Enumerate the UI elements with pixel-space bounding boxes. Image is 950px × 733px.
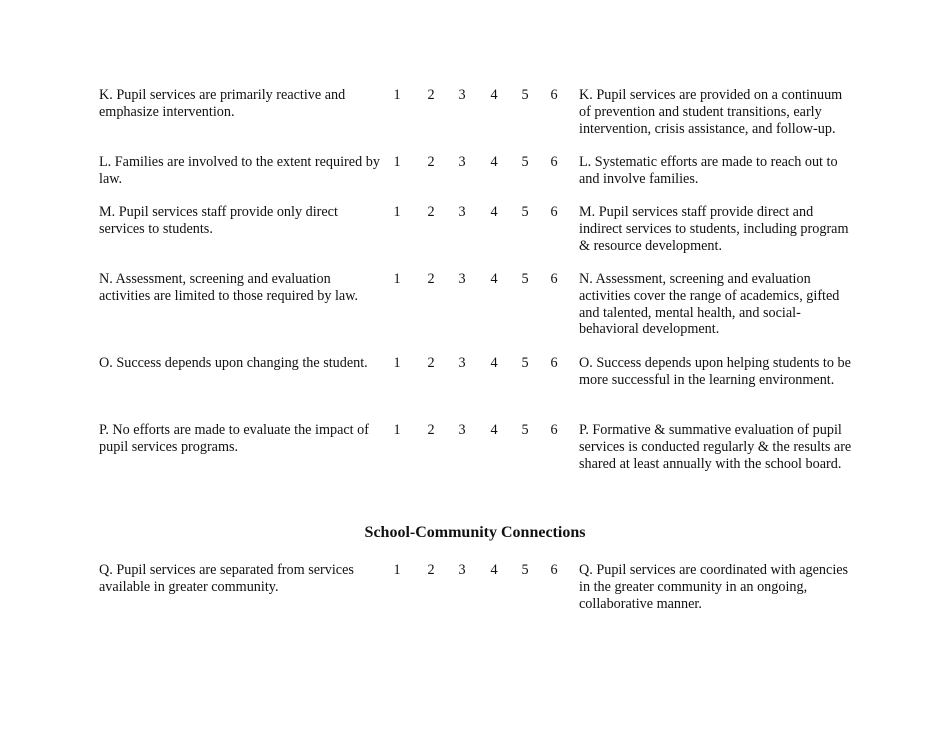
rating-scale <box>389 355 569 373</box>
scale-option-1: 1 <box>393 562 401 578</box>
rating-scale <box>389 271 569 289</box>
rating-scale <box>389 87 569 105</box>
scale-option-4: 4 <box>490 271 498 287</box>
left-statement: Q. Pupil services are separated from services available in greater community. <box>99 562 354 595</box>
rating-scale <box>389 204 569 222</box>
rating-row-n <box>99 271 859 351</box>
scale-option-4: 4 <box>490 422 498 438</box>
scale-option-6: 6 <box>550 154 558 170</box>
scale-option-1: 1 <box>393 87 401 103</box>
scale-option-2: 2 <box>427 271 435 287</box>
rating-scale <box>389 562 569 580</box>
scale-option-6: 6 <box>550 271 558 287</box>
right-statement: L. Systematic efforts are made to reach out to and involve families. <box>579 154 838 187</box>
scale-option-6: 6 <box>550 355 558 371</box>
scale-option-3: 3 <box>458 154 466 170</box>
left-statement: N. Assessment, screening and evaluation activities are limited to those required by law. <box>99 271 359 304</box>
scale-option-2: 2 <box>427 204 435 220</box>
scale-option-2: 2 <box>427 422 435 438</box>
left-statement: L. Families are involved to the extent required by law. <box>99 154 380 187</box>
scale-option-5: 5 <box>521 87 529 103</box>
scale-option-4: 4 <box>490 355 498 371</box>
scale-option-3: 3 <box>458 87 466 103</box>
rating-scale <box>389 154 569 172</box>
right-statement: M. Pupil services staff provide direct and indirect services to students, including program & resource development. <box>579 204 849 254</box>
scale-option-3: 3 <box>458 204 466 220</box>
left-statement: O. Success depends upon changing the student. <box>99 355 368 371</box>
scale-option-5: 5 <box>521 204 529 220</box>
scale-option-2: 2 <box>427 154 435 170</box>
scale-option-2: 2 <box>427 562 435 578</box>
scale-option-1: 1 <box>393 271 401 287</box>
scale-option-3: 3 <box>458 422 466 438</box>
rating-scale <box>389 422 569 440</box>
right-statement: P. Formative & summative evaluation of pupil services is conducted regularly & the results are shared at least annually with the school board. <box>579 422 852 472</box>
scale-option-3: 3 <box>458 355 466 371</box>
scale-option-3: 3 <box>458 271 466 287</box>
scale-option-2: 2 <box>427 87 435 103</box>
right-statement: Q. Pupil services are coordinated with agencies in the greater community in an ongoing, collaborative manner. <box>579 562 849 612</box>
scale-option-6: 6 <box>550 422 558 438</box>
right-statement: N. Assessment, screening and evaluation activities cover the range of academics, gifted and talented, mental health, and social-behavioral development. <box>579 271 840 338</box>
left-statement: K. Pupil services are primarily reactive and emphasize intervention. <box>99 87 346 120</box>
scale-option-4: 4 <box>490 87 498 103</box>
scale-option-5: 5 <box>521 355 529 371</box>
scale-option-4: 4 <box>490 154 498 170</box>
scale-option-1: 1 <box>393 204 401 220</box>
scale-option-1: 1 <box>393 154 401 170</box>
left-statement: M. Pupil services staff provide only direct services to students. <box>99 204 338 237</box>
scale-option-3: 3 <box>458 562 466 578</box>
scale-option-4: 4 <box>490 562 498 578</box>
scale-option-6: 6 <box>550 204 558 220</box>
rating-row-q <box>99 562 859 642</box>
right-statement: O. Success depends upon helping students to be more successful in the learning environment. <box>579 355 851 388</box>
scale-option-2: 2 <box>427 355 435 371</box>
left-statement: P. No efforts are made to evaluate the impact of pupil services programs. <box>99 422 369 455</box>
scale-option-6: 6 <box>550 562 558 578</box>
scale-option-1: 1 <box>393 422 401 438</box>
scale-option-5: 5 <box>521 154 529 170</box>
scale-option-4: 4 <box>490 204 498 220</box>
scale-option-1: 1 <box>393 355 401 371</box>
right-statement: K. Pupil services are provided on a continuum of prevention and student transitions, early intervention, crisis assistance, and follow-up. <box>579 87 843 137</box>
rating-row-p <box>99 422 859 502</box>
scale-option-5: 5 <box>521 271 529 287</box>
section-title: School-Community Connections <box>364 524 586 541</box>
scale-option-5: 5 <box>521 422 529 438</box>
scale-option-6: 6 <box>550 87 558 103</box>
scale-option-5: 5 <box>521 562 529 578</box>
